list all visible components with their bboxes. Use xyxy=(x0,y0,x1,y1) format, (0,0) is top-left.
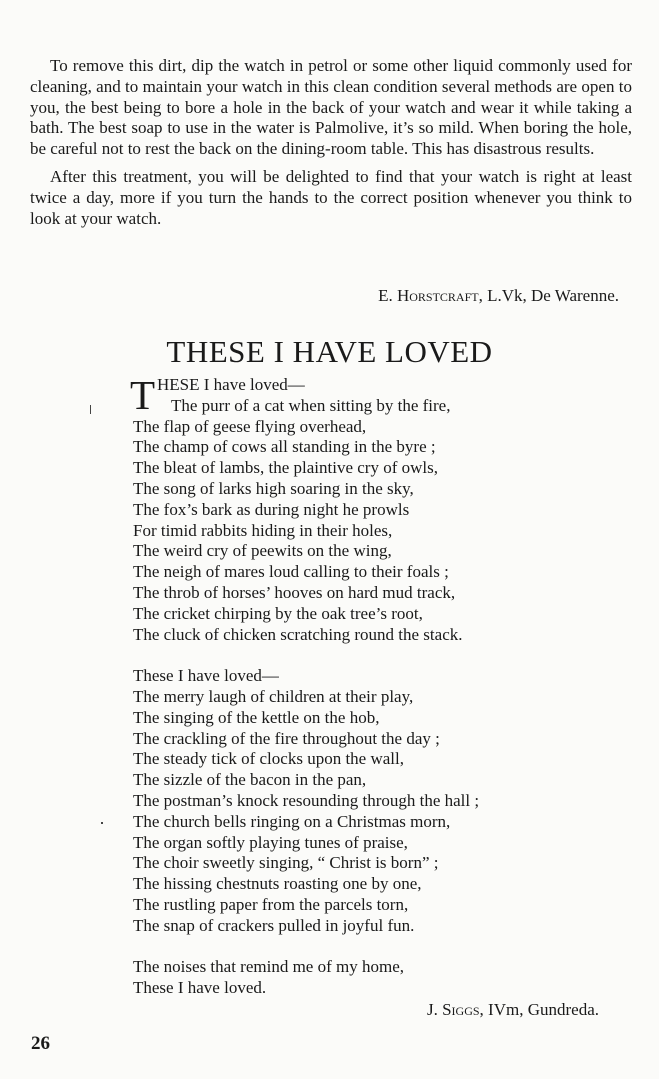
poem-line: HESE I have loved— xyxy=(157,375,305,394)
poem-line: The champ of cows all standing in the byre ; xyxy=(133,437,436,457)
poem-line: The hissing chestnuts roasting one by one, xyxy=(133,874,422,894)
print-speck xyxy=(90,405,91,414)
poem-line: The noises that remind me of my home, xyxy=(133,957,404,977)
author-form: L.Vk xyxy=(487,286,523,305)
poem-line: The crackling of the fire throughout the day ; xyxy=(133,728,440,748)
author-house: De Warenne. xyxy=(531,286,619,305)
poem-line: The snap of crackers pulled in joyful fun. xyxy=(133,915,415,935)
poem-line: The steady tick of clocks upon the wall, xyxy=(133,749,404,769)
drop-cap: T xyxy=(130,372,156,418)
print-speck xyxy=(101,822,103,824)
author-name: J. Siggs xyxy=(426,1000,480,1019)
poem-line: The choir sweetly singing, “ Christ is born” ; xyxy=(133,853,439,873)
article-signature: E. Horstcraft, L.Vk, De Warenne. xyxy=(378,286,619,305)
poem-line: The cricket chirping by the oak tree’s root, xyxy=(133,603,423,623)
poem-line: For timid rabbits hiding in their holes, xyxy=(133,520,393,540)
poem-line: The organ softly playing tunes of praise, xyxy=(133,832,408,852)
poem-line: These I have loved— xyxy=(133,666,279,686)
paragraph: To remove this dirt, dip the watch in petrol or some other liquid commonly used for cleaning, and to maintain your watch in this clean condition several methods are open to you, the best being to bore a hole in the back of your watch and wear it while taking a bath. The best soap to use in the water is Palmolive, it’s so mild. When boring the hole, be careful not to rest the back on the dining-room table. This has disastrous results. xyxy=(30,56,632,159)
poem-line: The cluck of chicken scratching round the stack. xyxy=(133,624,463,644)
stanza-break xyxy=(133,645,479,666)
article-text xyxy=(30,56,632,229)
poem-line: The sizzle of the bacon in the pan, xyxy=(133,770,367,790)
poem-line: The neigh of mares loud calling to their foals ; xyxy=(133,562,449,582)
poem-line: The rustling paper from the parcels torn, xyxy=(133,894,409,914)
poem-line: The singing of the kettle on the hob, xyxy=(133,707,380,727)
author-form: IVm xyxy=(488,1000,520,1019)
poem-line: The merry laugh of children at their play, xyxy=(133,686,414,706)
poem-signature: J. Siggs, IVm, Gundreda. xyxy=(426,1000,599,1019)
poem-line: The song of larks high soaring in the sky, xyxy=(133,478,414,498)
poem-line: The postman’s knock resounding through the hall ; xyxy=(133,790,480,810)
poem-title: THESE I HAVE LOVED xyxy=(166,334,493,369)
stanza-break xyxy=(133,937,479,958)
poem-line: The bleat of lambs, the plaintive cry of owls, xyxy=(133,458,438,478)
poem-line: These I have loved. xyxy=(133,978,267,998)
poem-line: The throb of horses’ hooves on hard mud track, xyxy=(133,582,456,602)
author-house: Gundreda. xyxy=(527,1000,599,1019)
author-name: E. Horstcraft xyxy=(378,286,479,305)
poem-line: The purr of a cat when sitting by the fire, xyxy=(171,395,451,415)
poem-line: The fox’s bark as during night he prowls xyxy=(133,499,410,519)
poem-line: The flap of geese flying overhead, xyxy=(133,416,367,436)
page-number: 26 xyxy=(31,1033,50,1054)
paragraph: After this treatment, you will be delighted to find that your watch is right at least twice a day, more if you turn the hands to the correct position whenever you think to look at your watch. xyxy=(30,166,632,228)
poem-line: The weird cry of peewits on the wing, xyxy=(133,541,392,561)
poem-body xyxy=(130,372,480,999)
poem-line: The church bells ringing on a Christmas morn, xyxy=(133,811,451,831)
